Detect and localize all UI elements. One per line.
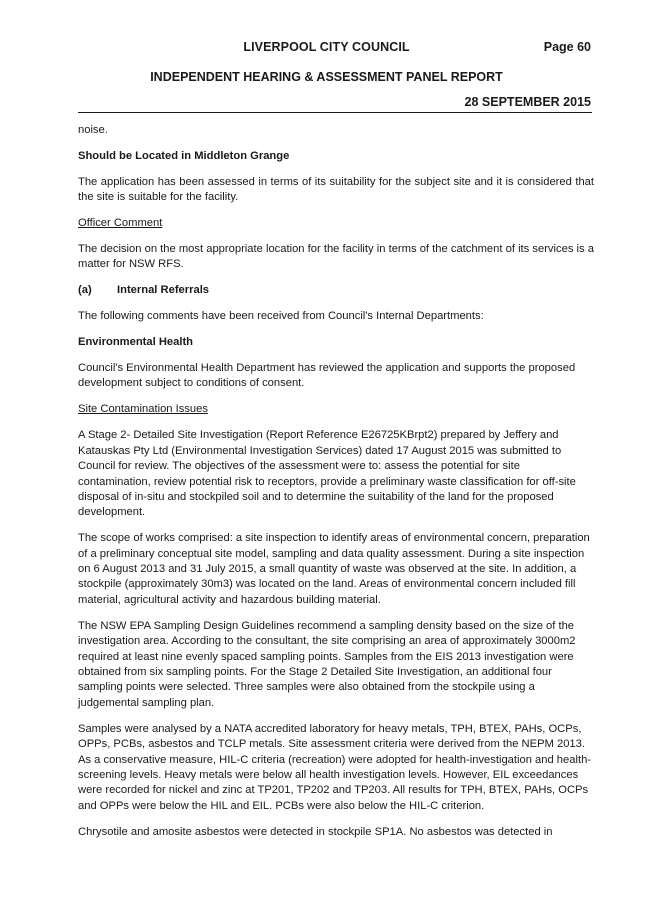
- heading-environmental-health: Environmental Health: [78, 336, 194, 349]
- council-name: LIVERPOOL CITY COUNCIL: [243, 40, 410, 54]
- page-number: Page 60: [543, 40, 591, 54]
- heading-middleton-grange: Should be Located in Middleton Grange: [78, 149, 290, 162]
- section-label: (a): [78, 284, 92, 297]
- report-date: 28 SEPTEMBER 2015: [464, 95, 591, 109]
- paragraph-decision: The decision on the most appropriate location for the facility in terms of the catchment of its services is a matter for NSW RFS.: [78, 243, 594, 271]
- header-divider: [78, 112, 592, 113]
- paragraph-env-dept: Council's Environmental Health Department has reviewed the application and supports the proposed development subject to conditions of consent.: [78, 362, 576, 390]
- report-title: INDEPENDENT HEARING & ASSESSMENT PANEL REPORT: [150, 70, 503, 84]
- paragraph-stage2: A Stage 2- Detailed Site Investigation (Report Reference E26725KBrpt2) prepared by Jeffery and Katauskas Pty Ltd (Environmental Investigation Services) dated 17 August 2015 was submitted to Council for review. The objectives of the assessment were to: assess the potential for site contamination, review potential risk to receptors, provide a preliminary waste classification for off-site disposal of in-situ and stockpiled soil and to determine the suitability of the land for the proposed development.: [78, 429, 576, 519]
- paragraph-following: The following comments have been received from Council's Internal Departments:: [78, 310, 484, 323]
- document-body: [78, 123, 594, 851]
- heading-site-contamination: Site Contamination Issues: [78, 403, 208, 416]
- paragraph-scope: The scope of works comprised: a site inspection to identify areas of environmental concern, preparation of a preliminary conceptual site model, sampling and data quality assessment. During a site inspection on 6 August 2013 and 31 July 2015, a small quantity of waste was observed at the site. In addition, a stockpile (approximately 30m3) was located on the land. Areas of environmental concern included fill material, agricultural activity and hazardous building material.: [78, 532, 590, 606]
- heading-officer-comment: Officer Comment: [78, 217, 163, 230]
- heading-internal-referrals: [78, 283, 594, 298]
- paragraph-noise: noise.: [78, 124, 108, 136]
- paragraph-samples: Samples were analysed by a NATA accredited laboratory for heavy metals, TPH, BTEX, PAHs, OCPs, OPPs, PCBs, asbestos and TCLP metals. Site assessment criteria were derived from the NEPM 2013. As a conservative measure, HIL-C criteria (recreation) were adopted for health-investigation and health-screening levels. Heavy metals were below all health investigation levels. However, EIL exceedances were recorded for nickel and zinc at TP201, TP202 and TP203. All results for TPH, BTEX, PAHs, OCPs and OPPs were below the HIL and EIL. PCBs were also below the HIL-C criterion.: [78, 722, 592, 812]
- paragraph-chrysotile: Chrysotile and amosite asbestos were detected in stockpile SP1A. No asbestos was detected in: [78, 825, 553, 838]
- section-title: Internal Referrals: [117, 284, 210, 297]
- paragraph-epa: The NSW EPA Sampling Design Guidelines recommend a sampling density based on the size of the investigation area. According to the consultant, the site comprising an area of approximately 3000m2 required at least nine evenly spaced sampling points. Samples from the EIS 2013 investigation were obtained from six sampling points. For the Stage 2 Detailed Site Investigation, an additional four sampling points were selected. Three samples were also obtained from the stockpile using a judgemental sampling plan.: [78, 619, 576, 709]
- paragraph-assessed: The application has been assessed in terms of its suitability for the subject site and it is considered that the site is suitable for the facility.: [78, 175, 594, 204]
